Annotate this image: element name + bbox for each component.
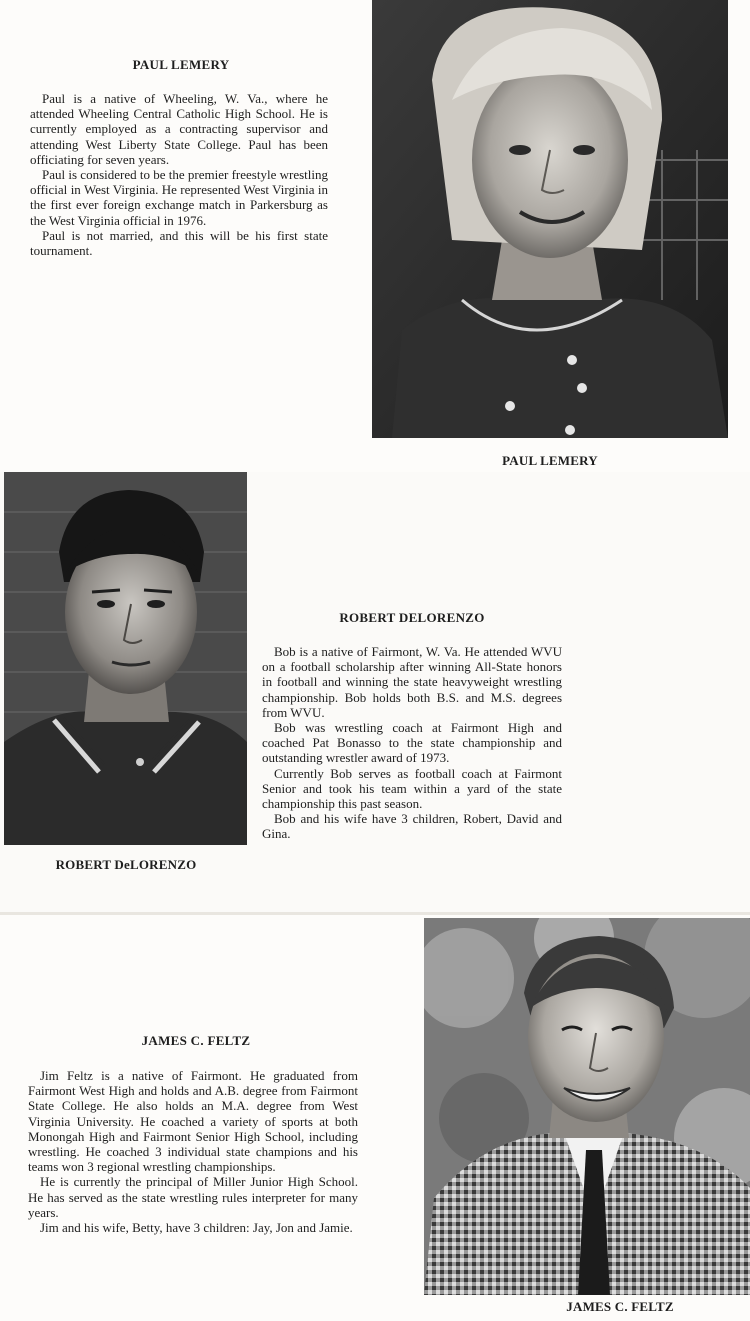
bio-paragraph: Paul is a native of Wheeling, W. Va., where he attended Wheeling Central Catholic High School. He is currently employed as a contracting supervisor and attending West Liberty State College. Paul has been officiating for seven years.: [30, 91, 328, 167]
bio-paragraph: Bob and his wife have 3 children, Robert, David and Gina.: [262, 811, 562, 842]
bio-paragraph: Jim and his wife, Betty, have 3 children: Jay, Jon and Jamie.: [40, 1220, 353, 1236]
photo-caption-feltz: JAMES C. FELTZ: [566, 1299, 674, 1314]
bio-paragraph: Jim Feltz is a native of Fairmont. He graduated from Fairmont West High and holds and A.B. degree from Fairmont State College. He also holds an M.A. degree from West Virginia University. He coached a variety of sports at both Monongah High and Fairmont Senior High School, including wrestling. He coached 3 individual state champions and his teams won 3 regional wrestling championships.: [28, 1068, 358, 1175]
bio-text-lemery: [30, 91, 328, 258]
bio-text-feltz: [28, 1068, 358, 1235]
bio-text-delorenzo: [262, 644, 562, 842]
bio-heading-lemery: PAUL LEMERY: [132, 57, 230, 72]
photo-caption-delorenzo: ROBERT DeLORENZO: [55, 857, 197, 872]
bio-paragraph: Paul is not married, and this will be his first state tournament.: [30, 227, 328, 259]
bio-paragraph: Bob was wrestling coach at Fairmont High and coached Pat Bonasso to the state championship and outstanding wrestler award of 1973.: [262, 720, 562, 766]
bio-heading-feltz: JAMES C. FELTZ: [141, 1033, 251, 1048]
bio-heading-delorenzo: ROBERT DELORENZO: [339, 610, 485, 625]
bio-paragraph: Bob is a native of Fairmont, W. Va. He attended WVU on a football scholarship after winning All-State honors in football and winning the state heavyweight wrestling championship. Bob holds both B.S. and M.S. degrees from WVU.: [262, 644, 562, 720]
bio-paragraph: Paul is considered to be the premier freestyle wrestling official in West Virginia. He represented West Virginia in the first ever foreign exchange match in Parkersburg as the West Virginia official in 1976.: [30, 167, 328, 228]
photo-caption-lemery: PAUL LEMERY: [502, 453, 598, 468]
bio-paragraph: He is currently the principal of Miller Junior High School. He has served as the state wrestling rules interpreter for many years.: [28, 1174, 358, 1220]
photo-robert-delorenzo: [4, 472, 247, 845]
photo-paul-lemery: [372, 0, 728, 438]
photo-james-feltz: [424, 918, 750, 1295]
bio-paragraph: Currently Bob serves as football coach at Fairmont Senior and took his team within a yard of the state championship this past season.: [262, 765, 562, 812]
